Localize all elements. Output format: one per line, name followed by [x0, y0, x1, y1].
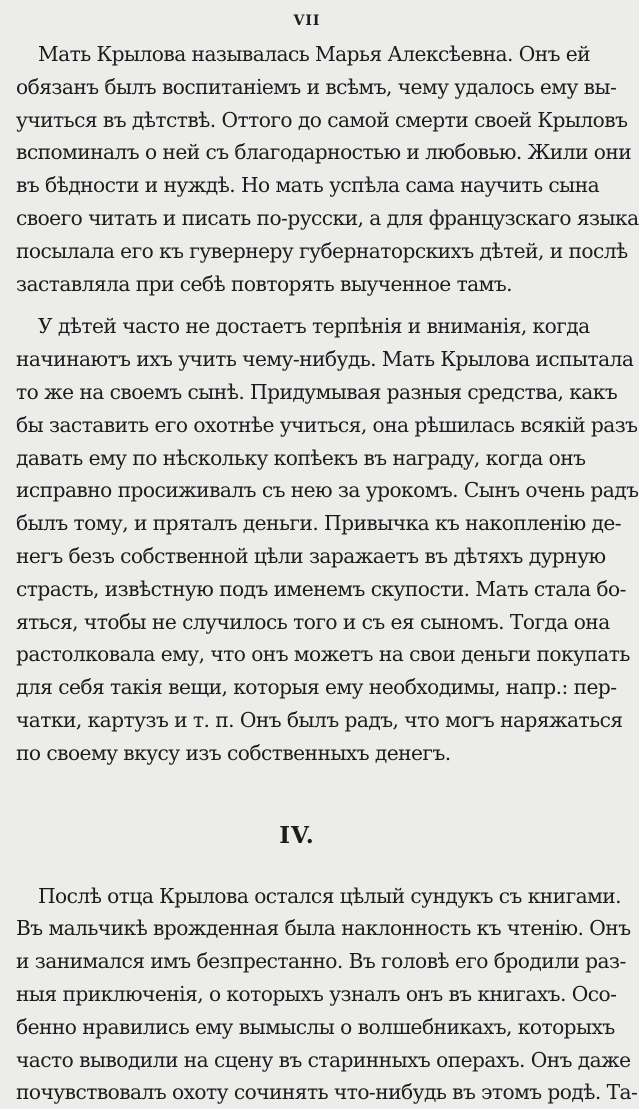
- section-heading: IV.: [279, 821, 315, 849]
- text-line: учиться въ дѣтствѣ. Оттого до самой смерти своей Крыловъ: [16, 107, 628, 132]
- text-line: Мать Крылова называлась Марья Алексѣевна. Онъ ей: [38, 42, 591, 66]
- text-line: начинаютъ ихъ учить чему-нибудь. Мать Крылова испытала: [16, 347, 634, 372]
- text-line: въ бѣдности и нуждѣ. Но мать успѣла сама научить сына: [16, 173, 600, 198]
- text-line: давать ему по нѣскольку копѣекъ въ награду, когда онъ: [16, 445, 586, 470]
- text-line: У дѣтей часто не достаетъ терпѣнія и вниманія, когда: [38, 314, 590, 339]
- text-line: по своему вкусу изъ собственныхъ денегъ.: [16, 740, 451, 765]
- text-line: обязанъ былъ воспитаніемъ и всѣмъ, чему удалось ему вы-: [16, 74, 617, 99]
- paragraph-2: [16, 310, 639, 769]
- text-line: вспоминалъ о ней съ благодарностью и любовью. Жили они: [16, 140, 632, 165]
- text-line: для себя такія вещи, которыя ему необходимы, напр.: пер-: [16, 675, 617, 700]
- text-line: чатки, картузъ и т. п. Онъ былъ радъ, что могъ наряжаться: [16, 707, 623, 732]
- text-line: почувствовалъ охоту сочинять что-нибудь въ этомъ родѣ. Та-: [16, 1080, 638, 1105]
- text-line: Въ мальчикѣ врожденная была наклонность къ чтенію. Онъ: [16, 916, 631, 941]
- text-line: посылала его къ гувернеру губернаторскихъ дѣтей, и послѣ: [16, 238, 628, 263]
- text-line: и занимался имъ безпрестанно. Въ головѣ его бродили раз-: [16, 949, 626, 974]
- text-line: бы заставить его охотнѣе учиться, она рѣшилась всякій разъ: [16, 412, 638, 437]
- text-line: то же на своемъ сынѣ. Придумывая разныя средства, какъ: [16, 379, 618, 404]
- paragraph-3: [16, 880, 638, 1109]
- book-page: [0, 10, 639, 1105]
- text-line: негъ безъ собственной цѣли заражаетъ въ дѣтяхъ дурную: [16, 543, 606, 568]
- text-line: Послѣ отца Крылова остался цѣлый сундукъ съ книгами.: [38, 883, 622, 908]
- page-number: VII: [293, 13, 321, 29]
- text-line: заставляла при себѣ повторять выученное тамъ.: [16, 271, 512, 296]
- text-line: страсть, извѣстную подъ именемъ скупости. Мать стала бо-: [16, 576, 626, 601]
- text-line: растолковала ему, что онъ можетъ на свои деньги покупать: [16, 642, 630, 667]
- text-line: былъ тому, и пряталъ деньги. Привычка къ накопленію де-: [16, 511, 622, 536]
- text-line: часто выводили на сцену въ старинныхъ операхъ. Онъ даже: [16, 1047, 631, 1072]
- text-line: своего читать и писать по-русски, а для французскаго языка: [16, 205, 639, 230]
- text-line: ныя приключенія, о которыхъ узналъ онъ въ книгахъ. Осо-: [16, 981, 617, 1006]
- text-line: яться, чтобы не случилось того и съ ея сыномъ. Тогда она: [16, 609, 610, 634]
- text-line: исправно просиживалъ съ нею за урокомъ. Сынъ очень радъ: [16, 478, 639, 503]
- text-line: бенно нравились ему вымыслы о волшебникахъ, которыхъ: [16, 1014, 615, 1039]
- paragraph-1: [16, 38, 639, 300]
